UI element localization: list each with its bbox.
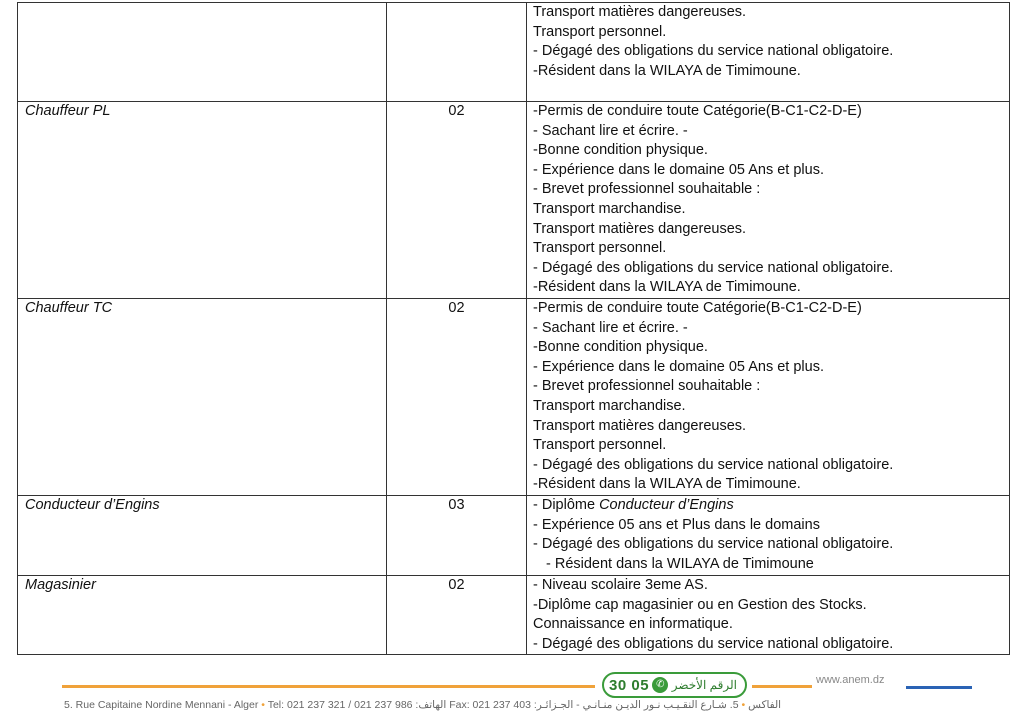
hotline-label: الرقم الأخضر xyxy=(671,678,737,692)
table-row xyxy=(18,3,1010,102)
separator-dot: • xyxy=(261,699,265,711)
job-count: 02 xyxy=(387,102,527,299)
separator-dot: • xyxy=(741,699,746,711)
requirement-line: -Permis de conduire toute Catégorie(B-C1-C2-D-E) xyxy=(533,103,862,119)
requirement-line: Transport personnel. xyxy=(533,23,667,40)
hotline-badge xyxy=(602,672,747,698)
job-requirements xyxy=(527,496,1010,576)
hotline-number: 30 05 xyxy=(609,676,650,694)
website-link[interactable]: www.anem.dz xyxy=(816,674,885,686)
requirement-line: - Expérience 05 ans et Plus dans le domains xyxy=(533,516,820,533)
requirement-line: - Brevet professionnel souhaitable : xyxy=(533,181,761,198)
requirement-line: Transport matières dangereuses. xyxy=(533,417,747,434)
footer-divider-blue xyxy=(906,686,972,689)
requirement-line: - Dégagé des obligations du service national obligatoire. xyxy=(533,456,894,473)
requirement-line: - Expérience dans le domaine 05 Ans et plus. xyxy=(533,358,824,375)
job-count xyxy=(387,3,527,102)
job-title: Conducteur d’Engins xyxy=(18,496,387,576)
requirement-line: -Résident dans la WILAYA de Timimoune. xyxy=(533,62,801,79)
job-count: 02 xyxy=(387,576,527,655)
requirement-line: - Dégagé des obligations du service national obligatoire. xyxy=(533,635,894,652)
requirement-line: - Dégagé des obligations du service national obligatoire. xyxy=(533,259,894,276)
requirement-line: Transport personnel. xyxy=(533,240,667,257)
requirement-line: -Résident dans la WILAYA de Timimoune. xyxy=(533,279,801,296)
job-count: 03 xyxy=(387,496,527,576)
footer-divider-orange xyxy=(752,685,812,688)
requirement-line: Transport marchandise. xyxy=(533,200,686,217)
footer-address xyxy=(64,699,976,711)
requirement-line: -Bonne condition physique. xyxy=(533,339,708,356)
requirement-line: - Niveau scolaire 3eme AS. xyxy=(533,577,708,593)
requirement-line: -Permis de conduire toute Catégorie(B-C1-C2-D-E) xyxy=(533,300,862,316)
job-title: Chauffeur TC xyxy=(18,299,387,496)
job-count: 02 xyxy=(387,299,527,496)
job-requirements xyxy=(527,576,1010,655)
address-fr: 5. Rue Capitaine Nordine Mennani - Alger xyxy=(64,699,259,711)
requirement-line: - Sachant lire et écrire. - xyxy=(533,319,688,336)
requirement-line: Transport personnel. xyxy=(533,437,667,454)
requirement-line: Connaissance en informatique. xyxy=(533,616,733,633)
table-row xyxy=(18,102,1010,299)
phone-numbers: Tel: 021 237 321 / 021 237 986 :الهاتف xyxy=(267,699,447,711)
job-requirements xyxy=(527,3,1010,102)
phone-icon: ✆ xyxy=(652,677,668,693)
requirement-line: -Diplôme cap magasinier ou en Gestion des Stocks. xyxy=(533,596,867,613)
job-title: Chauffeur PL xyxy=(18,102,387,299)
requirement-line: - Résident dans la WILAYA de Timimoune xyxy=(546,555,814,572)
job-table xyxy=(17,2,1010,655)
requirement-line: Transport matières dangereuses. xyxy=(533,4,747,20)
requirement-diploma: Conducteur d’Engins xyxy=(599,497,734,513)
requirement-line xyxy=(533,496,1009,516)
page-footer xyxy=(0,664,1024,724)
address-ar: 5. شـارع النقـيـب نـور الديـن منـانـي - الجـزائـر xyxy=(536,699,739,711)
requirement-line: -Bonne condition physique. xyxy=(533,142,708,159)
table-row xyxy=(18,496,1010,576)
fax-number: Fax: 021 237 403 :الفاكس xyxy=(449,699,782,711)
requirement-prefix: - Diplôme xyxy=(533,497,600,513)
requirement-line: - Brevet professionnel souhaitable : xyxy=(533,378,761,395)
table-row xyxy=(18,299,1010,496)
job-requirements xyxy=(527,102,1010,299)
job-requirements xyxy=(527,299,1010,496)
table-row xyxy=(18,576,1010,655)
requirement-line: - Expérience dans le domaine 05 Ans et plus. xyxy=(533,161,824,178)
job-title: Magasinier xyxy=(18,576,387,655)
requirement-line: -Résident dans la WILAYA de Timimoune. xyxy=(533,476,801,493)
requirement-line: - Dégagé des obligations du service national obligatoire. xyxy=(533,43,894,60)
requirement-line: Transport matières dangereuses. xyxy=(533,220,747,237)
requirement-line: Transport marchandise. xyxy=(533,397,686,414)
footer-divider-orange xyxy=(62,685,595,688)
job-title xyxy=(18,3,387,102)
requirement-line: - Dégagé des obligations du service national obligatoire. xyxy=(533,536,894,553)
requirement-line: - Sachant lire et écrire. - xyxy=(533,122,688,139)
